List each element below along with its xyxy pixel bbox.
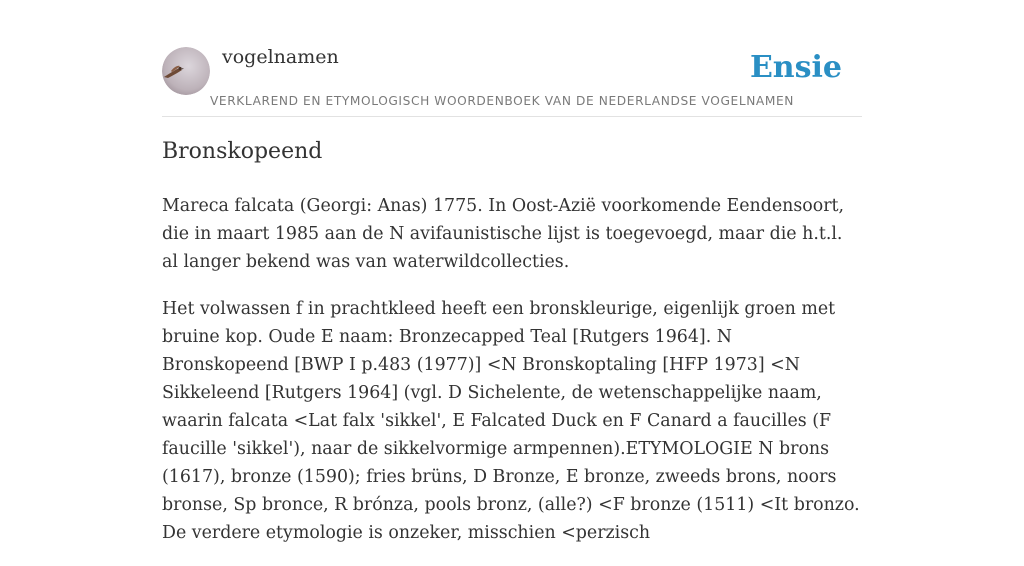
dictionary-subtitle: VERKLAREND EN ETYMOLOGISCH WOORDENBOEK VAN DE NEDERLANDSE VOGELNAMEN xyxy=(210,94,794,108)
entry-paragraph-1: Mareca falcata (Georgi: Anas) 1775. In Oost-Azië voorkomende Eendensoort, die in maart 1985 aan de N avifaunistische lijst is toegevoegd, maar die h.t.l. al langer bekend was van waterwildcollecties. xyxy=(162,196,845,272)
page xyxy=(162,0,862,543)
ensie-logo[interactable]: Ensie xyxy=(749,50,842,85)
bird-photo-avatar-icon[interactable] xyxy=(162,47,210,95)
entry-body xyxy=(162,192,862,566)
dictionary-name-link[interactable]: vogelnamen xyxy=(222,46,339,68)
entry-title: Bronskopeend xyxy=(162,139,323,164)
header xyxy=(162,0,862,117)
entry-paragraph-2: Het volwassen f in prachtkleed heeft een bronskleurige, eigenlijk groen met bruine kop. Oude E naam: Bronzecapped Teal [Rutgers 1964]. N Bronskopeend [BWP I p.483 (1977)] <N Bronskoptaling [HFP 1973] <N Sikkeleend [Rutgers 1964] (vgl. D Sichelente, de wetenschappelijke naam, waarin falcata <Lat falx 'sikkel', E Falcated Duck en F Canard a faucilles (F faucille 'sikkel'), naar de sikkelvormige armpennen).ETYMOLOGIE N brons (1617), bronze (1590); fries brüns, D Bronze, E bronze, zweeds brons, noors bronse, Sp bronce, R brónza, pools bronz, (alle?) <F bronze (1511) <It bronzo. De verdere etymologie is onzeker, misschien <perzisch xyxy=(162,299,860,543)
